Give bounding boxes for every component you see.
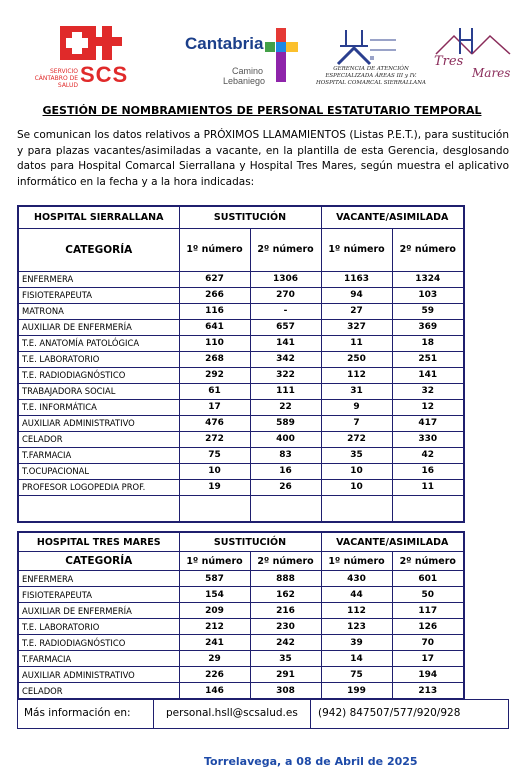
number-cell: 12	[392, 399, 464, 415]
category-cell: T.FARMACIA	[18, 651, 179, 667]
number-cell: 17	[392, 651, 464, 667]
category-header: CATEGORÍA	[18, 228, 179, 271]
number-cell: 209	[179, 603, 250, 619]
empty-row	[18, 495, 179, 522]
number-cell: 417	[392, 415, 464, 431]
scs-logo	[34, 24, 129, 89]
sierrallana-logo	[312, 26, 430, 86]
number-cell: 292	[179, 367, 250, 383]
hospital-name: HOSPITAL TRES MARES	[18, 532, 179, 552]
col-header: 2º número	[392, 228, 464, 271]
table-row	[18, 399, 464, 415]
table-row	[18, 571, 464, 587]
sierrallana-emblem-icon	[332, 26, 402, 66]
table-row	[18, 383, 464, 399]
number-cell: 369	[392, 319, 464, 335]
col-header: 1º número	[179, 552, 250, 571]
category-cell: CELADOR	[18, 431, 179, 447]
number-cell: 110	[179, 335, 250, 351]
tres-mares-logo	[432, 24, 518, 80]
number-cell: 26	[250, 479, 321, 495]
number-cell: 44	[321, 587, 392, 603]
number-cell: 476	[179, 415, 250, 431]
category-cell: ENFERMERA	[18, 271, 179, 287]
table-row	[18, 635, 464, 651]
page-title: GESTIÓN DE NOMBRAMIENTOS DE PERSONAL ESTATUTARIO TEMPORAL	[42, 104, 482, 117]
number-cell: 7	[321, 415, 392, 431]
footer-date: Torrelavega, a 08 de Abril de 2025	[204, 755, 418, 768]
category-cell: AUXILIAR ADMINISTRATIVO	[18, 415, 179, 431]
number-cell: 16	[392, 463, 464, 479]
number-cell: 589	[250, 415, 321, 431]
category-cell: PROFESOR LOGOPEDIA PROF.	[18, 479, 179, 495]
number-cell: 154	[179, 587, 250, 603]
number-cell: 10	[321, 463, 392, 479]
category-cell: T.E. RADIODIAGNÓSTICO	[18, 367, 179, 383]
col-header: 1º número	[179, 228, 250, 271]
number-cell: 75	[321, 667, 392, 683]
number-cell: 342	[250, 351, 321, 367]
number-cell: 112	[321, 603, 392, 619]
col-header: 1º número	[321, 552, 392, 571]
number-cell: 50	[392, 587, 464, 603]
number-cell: 117	[392, 603, 464, 619]
number-cell: 162	[250, 587, 321, 603]
number-cell: 14	[321, 651, 392, 667]
number-cell: 10	[179, 463, 250, 479]
number-cell: 19	[179, 479, 250, 495]
number-cell: 146	[179, 683, 250, 700]
number-cell: 59	[392, 303, 464, 319]
number-cell: 291	[250, 667, 321, 683]
col-header: 1º número	[321, 228, 392, 271]
sierrallana-table	[17, 205, 465, 523]
category-cell: AUXILIAR ADMINISTRATIVO	[18, 667, 179, 683]
scs-logo-small-text: SERVICIO CÁNTABRO DE SALUD	[34, 68, 78, 89]
number-cell: 250	[321, 351, 392, 367]
number-cell: 61	[179, 383, 250, 399]
number-cell: 94	[321, 287, 392, 303]
number-cell: 35	[250, 651, 321, 667]
number-cell: 35	[321, 447, 392, 463]
number-cell: 226	[179, 667, 250, 683]
table-row	[18, 479, 464, 495]
table-row	[18, 463, 464, 479]
number-cell: 268	[179, 351, 250, 367]
number-cell: 83	[250, 447, 321, 463]
table-row	[18, 651, 464, 667]
number-cell: 32	[392, 383, 464, 399]
number-cell: 29	[179, 651, 250, 667]
number-cell: 199	[321, 683, 392, 700]
number-cell: 272	[321, 431, 392, 447]
table-row	[18, 287, 464, 303]
number-cell: -	[250, 303, 321, 319]
table-row	[18, 431, 464, 447]
category-cell: AUXILIAR DE ENFERMERÍA	[18, 319, 179, 335]
table-row	[18, 319, 464, 335]
number-cell: 10	[321, 479, 392, 495]
table-row	[18, 587, 464, 603]
number-cell: 230	[250, 619, 321, 635]
number-cell: 39	[321, 635, 392, 651]
number-cell: 251	[392, 351, 464, 367]
category-header: CATEGORÍA	[18, 552, 179, 571]
table-row	[18, 351, 464, 367]
cantabria-logo-subtext: Camino Lebaniego	[223, 66, 266, 86]
number-cell: 330	[392, 431, 464, 447]
category-cell: T.E. LABORATORIO	[18, 351, 179, 367]
tres-mares-table	[17, 531, 465, 700]
number-cell: 641	[179, 319, 250, 335]
col-header: 2º número	[392, 552, 464, 571]
category-cell: TRABAJADORA SOCIAL	[18, 383, 179, 399]
number-cell: 601	[392, 571, 464, 587]
col-header: 2º número	[250, 552, 321, 571]
number-cell: 400	[250, 431, 321, 447]
category-cell: ENFERMERA	[18, 571, 179, 587]
info-email-link[interactable]: personal.hsll@scsalud.es	[166, 707, 298, 719]
number-cell: 42	[392, 447, 464, 463]
number-cell: 270	[250, 287, 321, 303]
number-cell: 11	[321, 335, 392, 351]
number-cell: 430	[321, 571, 392, 587]
number-cell: 888	[250, 571, 321, 587]
sierrallana-logo-caption: GERENCIA DE ATENCIÓN ESPECIALIZADA ÁREAS III y IV. HOSPITAL COMARCAL SIERRALLANA	[316, 66, 426, 86]
number-cell: 272	[179, 431, 250, 447]
scs-logo-text: SCS	[80, 62, 129, 87]
number-cell: 9	[321, 399, 392, 415]
category-cell: T.FARMACIA	[18, 447, 179, 463]
number-cell: 70	[392, 635, 464, 651]
table-row	[18, 683, 464, 700]
table-row	[18, 415, 464, 431]
number-cell: 141	[250, 335, 321, 351]
table-row	[18, 271, 464, 287]
number-cell: 111	[250, 383, 321, 399]
group-header-vacante: VACANTE/ASIMILADA	[321, 206, 464, 228]
number-cell: 1324	[392, 271, 464, 287]
table-row	[18, 367, 464, 383]
number-cell: 241	[179, 635, 250, 651]
number-cell: 212	[179, 619, 250, 635]
number-cell: 587	[179, 571, 250, 587]
category-cell: T.E. RADIODIAGNÓSTICO	[18, 635, 179, 651]
number-cell: 242	[250, 635, 321, 651]
cantabria-logo-text: Cantabria	[185, 34, 264, 53]
group-header-sustitucion: SUSTITUCIÓN	[179, 206, 321, 228]
number-cell: 11	[392, 479, 464, 495]
number-cell: 116	[179, 303, 250, 319]
number-cell: 75	[179, 447, 250, 463]
category-cell: FISIOTERAPEUTA	[18, 287, 179, 303]
number-cell: 141	[392, 367, 464, 383]
number-cell: 657	[250, 319, 321, 335]
group-header-vacante: VACANTE/ASIMILADA	[321, 532, 464, 552]
category-cell: MATRONA	[18, 303, 179, 319]
tres-mares-logo-text-1: Tres	[434, 54, 464, 69]
number-cell: 103	[392, 287, 464, 303]
table-row	[18, 447, 464, 463]
table-row	[18, 667, 464, 683]
number-cell: 327	[321, 319, 392, 335]
col-header: 2º número	[250, 228, 321, 271]
table-row	[18, 335, 464, 351]
number-cell: 308	[250, 683, 321, 700]
number-cell: 322	[250, 367, 321, 383]
number-cell: 126	[392, 619, 464, 635]
number-cell: 123	[321, 619, 392, 635]
cantabria-logo	[183, 26, 303, 86]
number-cell: 16	[250, 463, 321, 479]
table-row	[18, 619, 464, 635]
number-cell: 213	[392, 683, 464, 700]
number-cell: 17	[179, 399, 250, 415]
category-cell: FISIOTERAPEUTA	[18, 587, 179, 603]
cross-icon	[265, 26, 299, 86]
number-cell: 1306	[250, 271, 321, 287]
category-cell: CELADOR	[18, 683, 179, 700]
number-cell: 27	[321, 303, 392, 319]
number-cell: 216	[250, 603, 321, 619]
category-cell: T.E. LABORATORIO	[18, 619, 179, 635]
category-cell: T.E. INFORMÁTICA	[18, 399, 179, 415]
number-cell: 31	[321, 383, 392, 399]
number-cell: 627	[179, 271, 250, 287]
category-cell: T.E. ANATOMÍA PATOLÓGICA	[18, 335, 179, 351]
hospital-name: HOSPITAL SIERRALLANA	[18, 206, 179, 228]
number-cell: 22	[250, 399, 321, 415]
number-cell: 18	[392, 335, 464, 351]
info-box	[17, 699, 509, 729]
intro-paragraph: Se comunican los datos relativos a PRÓXIMOS LLAMAMIENTOS (Listas P.E.T.), para sustitución y para plazas vacantes/asimiladas a vacante, en la plantilla de esta Gerencia, desglosando datos para Hospital Comarcal Sierrallana y Hospital Tres Mares, según muestra el aplicativo informático en la fecha y a la hora indicadas:	[17, 129, 509, 188]
info-label: Más información en:	[24, 707, 131, 719]
tres-mares-logo-text-2: Mares	[472, 66, 511, 80]
info-phone: (942) 847507/577/920/928	[318, 707, 461, 719]
number-cell: 194	[392, 667, 464, 683]
number-cell: 266	[179, 287, 250, 303]
logo-bar	[0, 0, 524, 95]
number-cell: 112	[321, 367, 392, 383]
group-header-sustitucion: SUSTITUCIÓN	[179, 532, 321, 552]
table-row	[18, 603, 464, 619]
category-cell: AUXILIAR DE ENFERMERÍA	[18, 603, 179, 619]
table-row	[18, 303, 464, 319]
number-cell: 1163	[321, 271, 392, 287]
category-cell: T.OCUPACIONAL	[18, 463, 179, 479]
